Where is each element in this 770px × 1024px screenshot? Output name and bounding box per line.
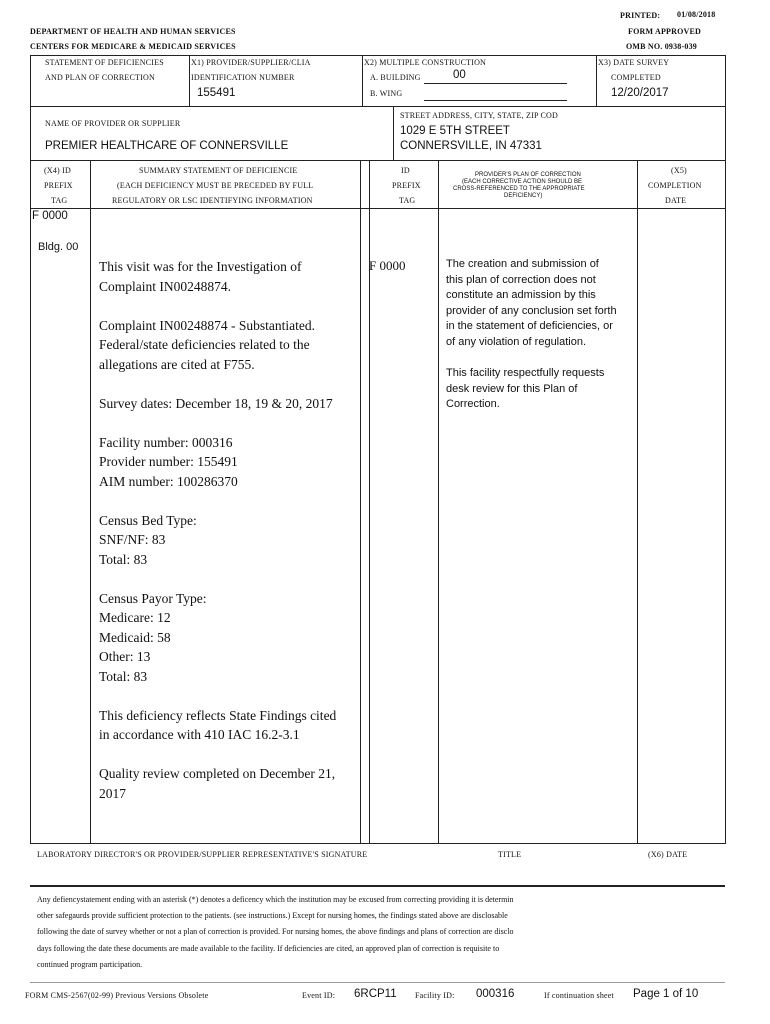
- grid-right-border: [725, 160, 726, 844]
- summary-line: Facility number: 000316: [99, 434, 233, 450]
- summary-line: AIM number: 100286370: [99, 473, 238, 489]
- plan-paragraph: [446, 257, 634, 351]
- plan-line: in the statement of deficiencies, or: [446, 320, 613, 333]
- summary-line: allegations are cited at F755.: [99, 356, 255, 372]
- grid-summary-divider: [360, 160, 361, 844]
- signature-rule: [30, 885, 725, 887]
- top-border: [30, 55, 725, 56]
- plan-line: this plan of correction does not: [446, 273, 596, 286]
- provider-right-border: [725, 106, 726, 161]
- address-label: STREET ADDRESS, CITY, STATE, ZIP COD: [400, 111, 558, 120]
- grid-tag-divider: [90, 208, 91, 844]
- x6-date-label: (X6) DATE: [648, 850, 688, 859]
- notice-line: Any defiencystatement ending with an asterisk (*) denotes a deficency which the institution may be excused from correcting providing it is determin: [37, 895, 514, 904]
- plan-line: of any violation of regulation.: [446, 335, 587, 348]
- facility-id-label: Facility ID:: [415, 991, 455, 1000]
- id-prefix-label: PREFIX: [392, 181, 421, 190]
- summary-line: Total: 83: [99, 668, 148, 684]
- box-divider-3: [596, 55, 597, 107]
- grid-id-divider: [438, 160, 439, 844]
- plan-header-4: DEFICIENCY): [504, 193, 543, 199]
- summary-line: Complaint IN00248874.: [99, 278, 231, 294]
- summary-statement: [99, 257, 359, 823]
- statement-label-1: STATEMENT OF DEFICIENCIES: [45, 58, 164, 67]
- summary-header-1: SUMMARY STATEMENT OF DEFICIENCIE: [139, 166, 298, 175]
- grid-plan-divider: [637, 160, 638, 844]
- summary-header-3: REGULATORY OR LSC IDENTIFYING INFORMATION: [112, 196, 313, 205]
- notice-line: other safegaurds provide sufficient protection to the patients. (see instructions.) Except for nursing homes, the findings stated above are disclosable: [37, 911, 508, 921]
- address-line-2: CONNERSVILLE, IN 47331: [400, 140, 542, 152]
- summary-paragraph: [99, 511, 359, 570]
- statement-label-2: AND PLAN OF CORRECTION: [45, 73, 155, 82]
- summary-line: 2017: [99, 785, 126, 801]
- x2-label: X2) MULTIPLE CONSTRUCTION: [364, 58, 487, 67]
- footer-rule: [30, 982, 725, 983]
- box-divider-2: [362, 55, 363, 107]
- box-right-border: [725, 55, 726, 107]
- summary-line: This deficiency reflects State Findings cited: [99, 707, 337, 723]
- summary-line: in accordance with 410 IAC 16.2-3.1: [99, 727, 300, 742]
- form-approved: FORM APPROVED: [628, 27, 702, 36]
- plan-line: desk review for this Plan of: [446, 382, 578, 395]
- summary-paragraph: [99, 589, 359, 687]
- notice-text: [37, 892, 727, 973]
- centers-title: CENTERS FOR MEDICARE & MEDICAID SERVICES: [30, 42, 236, 51]
- plan-line: Correction.: [446, 398, 500, 411]
- grid-tag-divider-head: [90, 160, 91, 208]
- x1-sublabel: IDENTIFICATION NUMBER: [191, 73, 295, 82]
- printed-label: PRINTED:: [620, 11, 661, 20]
- summary-paragraph: [99, 764, 359, 803]
- address-line-1: 1029 E 5TH STREET: [400, 125, 510, 137]
- summary-line: Census Bed Type:: [99, 512, 197, 528]
- summary-line: Federal/state deficiencies related to the: [99, 337, 310, 352]
- title-label: TITLE: [498, 850, 522, 859]
- building-label: A. BUILDING: [370, 73, 421, 82]
- plan-paragraph: [446, 366, 634, 413]
- summary-line: Survey dates: December 18, 19 & 20, 2017: [99, 395, 333, 411]
- id-label: ID: [401, 166, 410, 175]
- wing-underline: [424, 100, 567, 101]
- signature-label: LABORATORY DIRECTOR'S OR PROVIDER/SUPPLIER REPRESENTATIVE'S SIGNATURE: [37, 850, 368, 859]
- x5-label: (X5): [671, 166, 687, 175]
- x3-label: X3) DATE SURVEY: [598, 58, 670, 67]
- form-number: FORM CMS-2567(02-99) Previous Versions Obsolete: [25, 991, 209, 1000]
- provider-divider: [393, 106, 394, 161]
- box-left-border: [30, 55, 31, 107]
- x5-date-label: DATE: [665, 196, 687, 205]
- plan-prefix-tag: F 0000: [369, 258, 406, 273]
- plan-line: This facility respectfully requests: [446, 367, 605, 380]
- summary-line: Complaint IN00248874 - Substantiated.: [99, 317, 315, 333]
- notice-line: continued program participation.: [37, 959, 143, 969]
- provider-bottom: [30, 160, 725, 161]
- summary-paragraph: [99, 316, 359, 375]
- grid-left-border: [30, 160, 31, 844]
- summary-line: This visit was for the Investigation of: [99, 259, 302, 274]
- x5-completion-label: COMPLETION: [648, 181, 702, 190]
- summary-line: Quality review completed on December 21,: [99, 766, 336, 781]
- summary-line: Census Payor Type:: [99, 590, 207, 606]
- plan-line: constitute an admission by this: [446, 289, 596, 302]
- summary-paragraph: [99, 706, 359, 745]
- survey-date-value: 12/20/2017: [611, 87, 669, 99]
- column-header-bottom: [30, 208, 725, 209]
- plan-header-3: CROSS-REFERENCED TO THE APPROPRIATE: [453, 186, 585, 192]
- plan-of-correction: [446, 257, 634, 413]
- omb-number: OMB NO. 0938-039: [626, 42, 697, 51]
- event-id-value: 6RCP11: [354, 988, 397, 1000]
- summary-paragraph: [99, 394, 359, 414]
- deficiency-tag: F 0000: [32, 210, 68, 222]
- plan-line: provider of any conclusion set forth: [446, 304, 617, 317]
- notice-line: days following the date these documents are made available to the facility. If deficiencies are cited, an approved plan of correction is requisite to: [37, 943, 500, 953]
- x4-prefix-label: PREFIX: [44, 181, 73, 190]
- summary-line: Provider number: 155491: [99, 454, 238, 469]
- summary-paragraph: [99, 257, 359, 296]
- building-underline: [424, 83, 567, 84]
- summary-line: Medicare: 12: [99, 610, 171, 625]
- facility-id-value: 000316: [476, 988, 515, 1000]
- building-tag: Bldg. 00: [38, 241, 79, 253]
- box-divider-1: [189, 55, 190, 107]
- provider-name-label: NAME OF PROVIDER OR SUPPLIER: [45, 119, 181, 128]
- plan-header-1: PROVIDER'S PLAN OF CORRECTION: [475, 172, 581, 178]
- page-number: Page 1 of 10: [633, 988, 699, 1000]
- id-tag-label: TAG: [399, 196, 416, 205]
- continuation-label: If continuation sheet: [544, 991, 614, 1000]
- top-boxes-bottom: [30, 106, 725, 107]
- provider-id-value: 155491: [197, 87, 236, 99]
- provider-left-border: [30, 106, 31, 161]
- x1-label: X1) PROVIDER/SUPPLIER/CLIA: [191, 58, 311, 67]
- x3-completed: COMPLETED: [611, 73, 661, 82]
- summary-line: Other: 13: [99, 649, 151, 664]
- provider-name-value: PREMIER HEALTHCARE OF CONNERSVILLE: [45, 140, 289, 152]
- x4-id-label: (X4) ID: [44, 166, 71, 175]
- wing-label: B. WING: [370, 89, 403, 98]
- summary-header-2: (EACH DEFICIENCY MUST BE PRECEDED BY FULL: [117, 181, 314, 190]
- printed-date: 01/08/2018: [677, 10, 716, 19]
- grid-bottom: [30, 843, 725, 844]
- summary-line: Total: 83: [99, 551, 148, 567]
- x4-tag-label: TAG: [51, 196, 68, 205]
- summary-paragraph: [99, 433, 359, 492]
- event-id-label: Event ID:: [302, 991, 336, 1000]
- plan-line: The creation and submission of: [446, 258, 599, 270]
- summary-line: Medicaid: 58: [99, 629, 171, 645]
- building-value: 00: [453, 69, 466, 81]
- plan-header-2: (EACH CORRECTIVE ACTION SHOULD BE: [462, 179, 583, 185]
- summary-line: SNF/NF: 83: [99, 532, 166, 547]
- notice-line: following the date of survey whether or not a plan of correction is provided. For nursing homes, the above findings and plans of correction are disclo: [37, 927, 514, 937]
- department-title: DEPARTMENT OF HEALTH AND HUMAN SERVICES: [30, 27, 236, 36]
